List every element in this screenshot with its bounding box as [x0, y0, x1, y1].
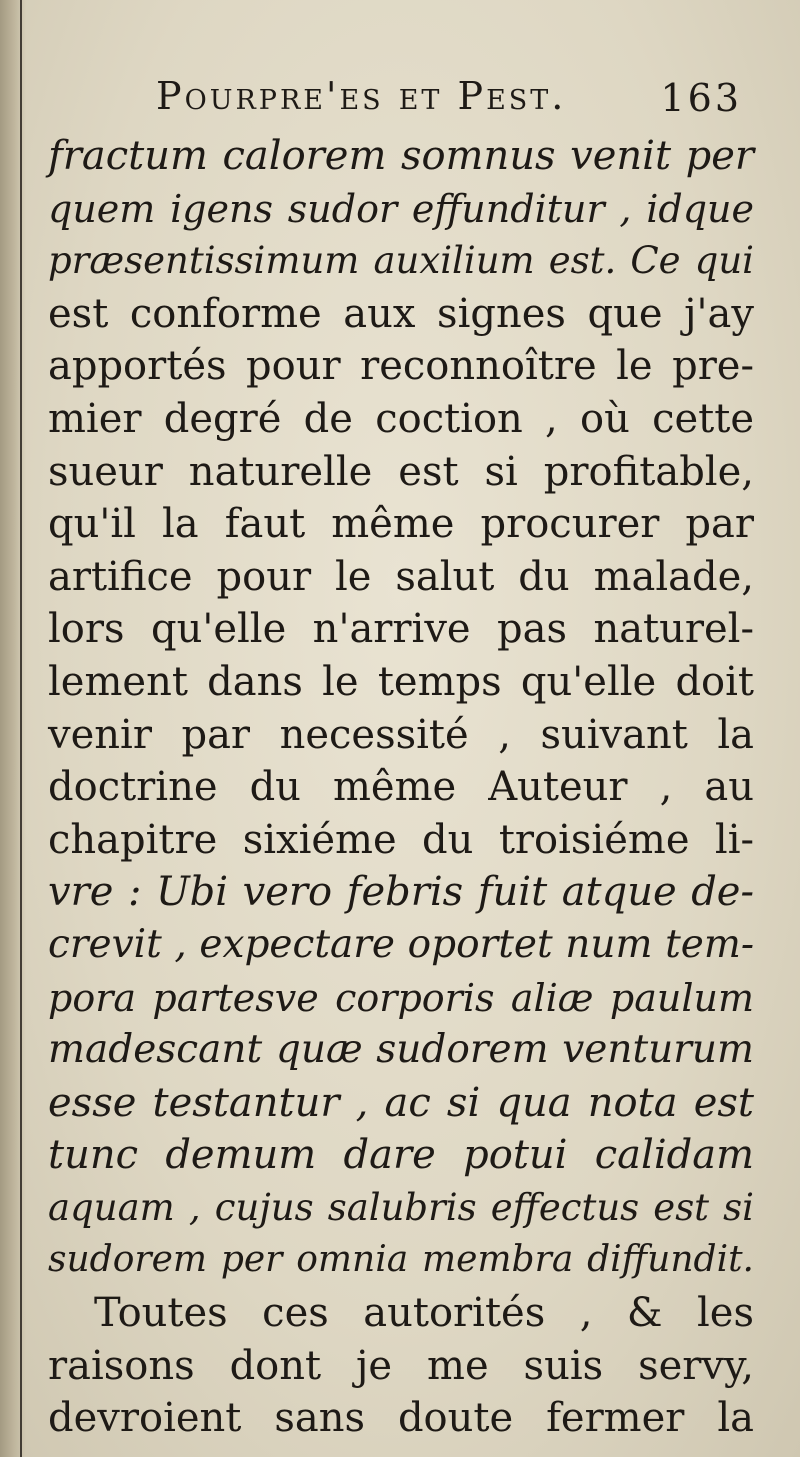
text-line: doctrine du même Auteur , au	[48, 764, 754, 811]
text-line: lement dans le temps qu'elle doit	[48, 658, 754, 705]
text-line: Toutes ces autorités , & les	[94, 1290, 754, 1337]
running-head: Pourpre'es et Pest.	[156, 74, 567, 118]
page-number: 163	[660, 76, 742, 120]
page-gutter-shadow	[0, 0, 26, 1457]
text-line: raisons dont je me suis servy,	[48, 1342, 754, 1389]
text-line: chapitre sixiéme du troisiéme li-	[48, 816, 754, 863]
text-line: esse testantur , ac si qua nota est	[48, 1079, 754, 1126]
text-line: quem igens sudor effunditur , idque	[48, 186, 754, 231]
text-line: artifice pour le salut du malade,	[48, 553, 754, 600]
text-line: sueur naturelle est si profitable,	[48, 448, 754, 495]
page-left-rule	[20, 0, 22, 1457]
text-line: vre : Ubi vero febris fuit atque de-	[48, 869, 754, 916]
text-line: apportés pour reconnoître le pre-	[48, 343, 754, 390]
text-line: mier degré de coction , où cette	[48, 395, 754, 442]
text-line: aquam , cujus salubris effectus est si	[48, 1185, 754, 1229]
text-line: tunc demum dare potui calidam	[48, 1132, 754, 1179]
page-header	[156, 74, 756, 134]
text-line: est conforme aux signes que j'ay	[48, 290, 754, 337]
text-line: devroient sans doute fermer la	[48, 1395, 754, 1442]
text-line: præsentissimum auxilium est. Ce qui	[48, 239, 754, 283]
text-line: fractum calorem somnus venit per	[48, 133, 754, 179]
text-line: qu'il la faut même procurer par	[48, 501, 754, 548]
text-line: lors qu'elle n'arrive pas naturel-	[48, 606, 754, 653]
text-line: venir par necessité , suivant la	[48, 711, 754, 758]
text-line: sudorem per omnia membra diffundit.	[48, 1239, 754, 1281]
body-text	[48, 130, 754, 1445]
text-line: pora partesve corporis aliæ paulum	[48, 975, 754, 1020]
text-line: crevit , expectare oportet num tem-	[48, 921, 754, 967]
text-line: madescant quæ sudorem venturum	[48, 1027, 754, 1073]
